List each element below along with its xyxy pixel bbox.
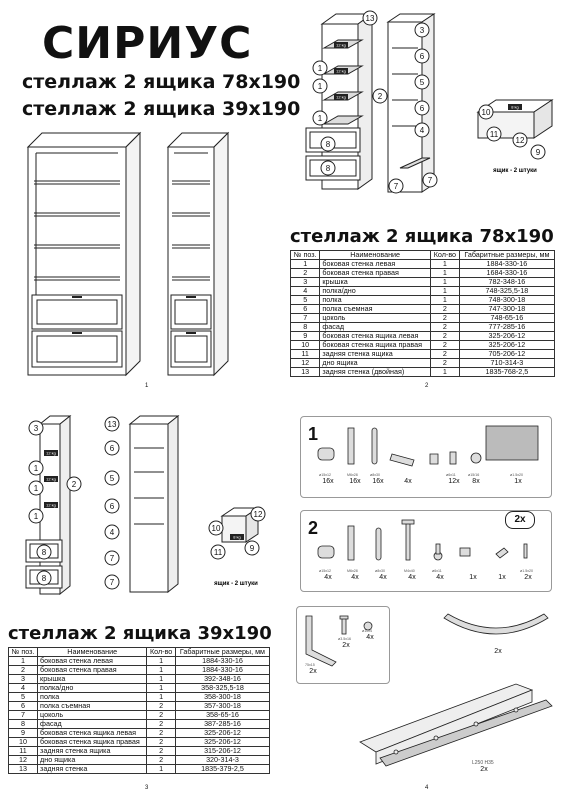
cell-dims: 1684-330-16: [459, 269, 554, 278]
hw1-count-cam: 16x: [322, 478, 334, 485]
hw2-count-pin: 4x: [436, 574, 444, 581]
cell-pos: 5: [291, 296, 320, 305]
cell-pos: 9: [291, 332, 320, 341]
cell-dims: 1835-379-2,5: [175, 765, 269, 774]
cell-pos: 5: [9, 693, 38, 702]
cell-pos: 7: [291, 314, 320, 323]
page-number-4: 4: [425, 785, 429, 791]
cell-dims: 1835-768-2,5: [459, 368, 554, 377]
callout-6b: 6: [419, 104, 425, 113]
load-label-3: 12 kg: [46, 502, 56, 508]
table-row: [9, 765, 270, 774]
hw1-code-bolt: M6x28: [347, 473, 358, 477]
cell-pos: 12: [291, 359, 320, 368]
table-78-title: стеллаж 2 ящика 78х190: [290, 226, 554, 247]
cell-pos: 1: [291, 260, 320, 269]
hw1-count-bolt: 16x: [349, 478, 361, 485]
cell-qty: 1: [147, 693, 176, 702]
hw3-count-bracket: 2x: [309, 668, 317, 675]
cell-dims: 782-348-16: [459, 278, 554, 287]
cell-name: фасад: [320, 323, 431, 332]
cell-name: крышка: [320, 278, 431, 287]
cell-pos: 13: [9, 765, 38, 774]
cell-pos: 7: [9, 711, 38, 720]
col-qty: Кол-во: [430, 251, 459, 260]
table-39-title: стеллаж 2 ящика 39х190: [8, 623, 272, 644]
callout-8: 8: [41, 548, 47, 557]
cabinets-overview-drawing: [20, 125, 270, 380]
arc-count: 2x: [494, 648, 502, 655]
cell-dims: 320-314-3: [175, 756, 269, 765]
cell-pos: 3: [291, 278, 320, 287]
cell-dims: 392-348-16: [175, 675, 269, 684]
cell-name: боковая стенка левая: [320, 260, 431, 269]
cell-pos: 13: [291, 368, 320, 377]
hardware-1-drawing: [310, 420, 550, 478]
callout-11: 11: [489, 130, 499, 139]
hw2-count-cam: 4x: [324, 574, 332, 581]
hw2-code-pin: ø6x11: [432, 569, 442, 573]
page-number-2: 2: [425, 383, 429, 389]
hardware-box-2-multiplier-text: 2x: [514, 514, 526, 525]
hw1-count-pin: 12x: [448, 478, 460, 485]
hw1-code-cap: ø15/16: [468, 473, 480, 477]
cell-dims: 315-206-12: [175, 747, 269, 756]
cell-pos: 2: [9, 666, 38, 675]
hw2-count-nail: 2x: [524, 574, 532, 581]
callout-13: 13: [107, 420, 117, 429]
cell-qty: 2: [430, 305, 459, 314]
callout-5: 5: [109, 474, 115, 483]
subtitle-39: стеллаж 2 ящика 39х190: [22, 98, 301, 120]
cell-dims: 748-300-18: [459, 296, 554, 305]
hw2-code-bolt: M6x28: [347, 569, 358, 573]
callout-12: 12: [253, 510, 263, 519]
cell-qty: 1: [430, 368, 459, 377]
cell-name: полка съемная: [38, 702, 147, 711]
cell-pos: 6: [9, 702, 38, 711]
hw2-code-nail: ø1.5x20: [520, 569, 533, 573]
cell-dims: 705-206-12: [459, 350, 554, 359]
drawer-caption: ящик - 2 штуки: [493, 168, 537, 174]
cell-dims: 358-325,5-18: [175, 684, 269, 693]
cell-name: боковая стенка левая: [38, 657, 147, 666]
hw1-count-nails: 1x: [514, 478, 522, 485]
cell-dims: 1884-330-16: [175, 657, 269, 666]
callout-5: 5: [419, 78, 425, 87]
callout-4: 4: [419, 126, 425, 135]
cell-dims: 710-314-3: [459, 359, 554, 368]
parts-table-39: [8, 647, 270, 774]
page-number-3: 3: [145, 785, 149, 791]
callout-8b: 8: [325, 164, 331, 173]
cell-dims: 357-300-18: [175, 702, 269, 711]
hardware-box-2-number: 2: [308, 518, 319, 538]
cell-name: дно ящика: [38, 756, 147, 765]
exploded-view-78: [300, 8, 565, 220]
cell-name: задняя стенка (двойная): [320, 368, 431, 377]
exploded-view-39: [22, 412, 272, 612]
hardware-2-drawing: [310, 516, 550, 574]
cell-qty: 2: [147, 720, 176, 729]
cell-qty: 1: [147, 765, 176, 774]
callout-7: 7: [393, 182, 399, 191]
callout-1: 1: [33, 464, 39, 473]
callout-7: 7: [109, 554, 115, 563]
cell-dims: 325-206-12: [459, 341, 554, 350]
drawer-load-label: 8 kg: [233, 534, 241, 540]
cell-qty: 2: [147, 711, 176, 720]
load-label-1: 12 kg: [46, 450, 56, 456]
cell-qty: 2: [147, 756, 176, 765]
hw1-count-cap: 8x: [472, 478, 480, 485]
hw1-code-nails: ø1.5x20: [510, 473, 523, 477]
cell-name: задняя стенка ящика: [320, 350, 431, 359]
cell-qty: 2: [430, 323, 459, 332]
rails-count: 2x: [480, 766, 488, 773]
cell-qty: 2: [430, 359, 459, 368]
col-pos: № поз.: [9, 648, 38, 657]
callout-9: 9: [535, 148, 541, 157]
callout-1b: 1: [33, 484, 39, 493]
hw1-code-pin: ø6x11: [446, 473, 456, 477]
cell-dims: 358-300-18: [175, 693, 269, 702]
cell-pos: 8: [291, 323, 320, 332]
hw2-code-screw: M4x40: [404, 569, 415, 573]
callout-4: 4: [109, 528, 115, 537]
cell-qty: 2: [430, 314, 459, 323]
cell-qty: 2: [147, 747, 176, 756]
parts-table-78: [290, 250, 555, 377]
callout-1: 1: [317, 64, 323, 73]
callout-11: 11: [213, 548, 223, 557]
cell-dims: 387-285-16: [175, 720, 269, 729]
cell-pos: 2: [291, 269, 320, 278]
table-row: [291, 368, 555, 377]
callout-9: 9: [249, 544, 255, 553]
drawer-load-label: 8 kg: [511, 104, 519, 110]
cell-qty: 2: [147, 738, 176, 747]
cell-pos: 11: [9, 747, 38, 756]
rails-code: L250 H35: [472, 760, 494, 766]
col-dims: Габаритные размеры, мм: [459, 251, 554, 260]
cell-dims: 777-285-16: [459, 323, 554, 332]
cell-dims: 1884-330-16: [459, 260, 554, 269]
cell-qty: 1: [147, 666, 176, 675]
cell-dims: 748-325,5-18: [459, 287, 554, 296]
cell-dims: 747-300-18: [459, 305, 554, 314]
cell-qty: 1: [430, 269, 459, 278]
hardware-box-1-number: 1: [308, 424, 319, 444]
cell-name: боковая стенка правая: [38, 666, 147, 675]
callout-8b: 8: [41, 574, 47, 583]
callout-6: 6: [109, 444, 115, 453]
callout-3: 3: [33, 424, 39, 433]
cell-name: полка съемная: [320, 305, 431, 314]
hw2-count-screw: 4x: [408, 574, 416, 581]
cell-dims: 748-65-16: [459, 314, 554, 323]
cell-name: дно ящика: [320, 359, 431, 368]
cell-pos: 4: [9, 684, 38, 693]
callout-1b: 1: [317, 82, 323, 91]
hw2-count-clip: 1x: [498, 574, 506, 581]
callout-10: 10: [481, 108, 491, 117]
cell-dims: 325-206-12: [175, 738, 269, 747]
cell-qty: 1: [430, 260, 459, 269]
cell-name: полка/дно: [38, 684, 147, 693]
brand-title: СИРИУС: [42, 18, 253, 69]
load-label-2: 12 kg: [336, 68, 346, 74]
hw2-code-cam: ø15x12: [319, 569, 331, 573]
callout-2: 2: [71, 480, 77, 489]
cell-name: боковая стенка ящика левая: [38, 729, 147, 738]
cell-name: полка: [38, 693, 147, 702]
cell-dims: 358-65-16: [175, 711, 269, 720]
callout-10: 10: [211, 524, 221, 533]
cell-qty: 1: [147, 684, 176, 693]
load-label-3: 12 kg: [336, 94, 346, 100]
cell-name: цоколь: [320, 314, 431, 323]
callout-7b: 7: [427, 176, 433, 185]
hw2-count-bolt: 4x: [351, 574, 359, 581]
cell-name: задняя стенка: [38, 765, 147, 774]
cell-name: боковая стенка ящика правая: [320, 341, 431, 350]
cell-dims: 1884-330-16: [175, 666, 269, 675]
cell-pos: 4: [291, 287, 320, 296]
hw3-code-bracket: 75x15: [305, 663, 315, 667]
callout-2: 2: [377, 92, 383, 101]
cell-name: цоколь: [38, 711, 147, 720]
cell-pos: 1: [9, 657, 38, 666]
cell-pos: 10: [9, 738, 38, 747]
cell-name: крышка: [38, 675, 147, 684]
hw1-count-dowel: 16x: [372, 478, 384, 485]
callout-3: 3: [419, 26, 425, 35]
hw3-code-cap: ø10x4: [362, 629, 372, 633]
cell-pos: 3: [9, 675, 38, 684]
cell-name: боковая стенка правая: [320, 269, 431, 278]
cell-pos: 6: [291, 305, 320, 314]
cell-pos: 8: [9, 720, 38, 729]
callout-12: 12: [515, 136, 525, 145]
col-dims: Габаритные размеры, мм: [175, 648, 269, 657]
cell-qty: 2: [147, 729, 176, 738]
hw3-code-screw: ø3.5x16: [338, 637, 351, 641]
cell-name: боковая стенка ящика левая: [320, 332, 431, 341]
col-name: Наименование: [38, 648, 147, 657]
load-label-1: 12 kg: [336, 42, 346, 48]
cell-qty: 2: [430, 332, 459, 341]
page-number-1: 1: [145, 383, 149, 389]
hw2-count-bracket: 1x: [469, 574, 477, 581]
callout-13: 13: [365, 14, 375, 23]
hw2-code-dowel: ø8x30: [375, 569, 385, 573]
cell-pos: 11: [291, 350, 320, 359]
cell-qty: 1: [147, 657, 176, 666]
callout-1c: 1: [33, 512, 39, 521]
arc-trim-drawing: [436, 606, 556, 646]
cell-qty: 2: [147, 702, 176, 711]
hw3-count-cap: 4x: [366, 634, 374, 641]
cell-qty: 2: [430, 341, 459, 350]
hw1-code-cam: ø15x12: [319, 473, 331, 477]
drawer-rails-drawing: [356, 680, 556, 775]
cell-qty: 1: [430, 296, 459, 305]
callout-1c: 1: [317, 114, 323, 123]
hw1-count-handle: 4x: [404, 478, 412, 485]
cell-name: полка/дно: [320, 287, 431, 296]
cell-pos: 9: [9, 729, 38, 738]
cell-name: полка: [320, 296, 431, 305]
cell-pos: 10: [291, 341, 320, 350]
hw3-count-screw: 2x: [342, 642, 350, 649]
cell-qty: 2: [430, 350, 459, 359]
subtitle-78: стеллаж 2 ящика 78х190: [22, 71, 301, 93]
col-name: Наименование: [320, 251, 431, 260]
cell-dims: 325-206-12: [459, 332, 554, 341]
hw1-code-dowel: ø8x30: [370, 473, 380, 477]
callout-6b: 6: [109, 502, 115, 511]
cell-dims: 325-206-12: [175, 729, 269, 738]
callout-7b: 7: [109, 578, 115, 587]
cell-name: фасад: [38, 720, 147, 729]
cell-qty: 1: [430, 278, 459, 287]
callout-6: 6: [419, 52, 425, 61]
cell-pos: 12: [9, 756, 38, 765]
load-label-2: 12 kg: [46, 476, 56, 482]
drawer-caption: ящик - 2 штуки: [214, 581, 258, 587]
cell-qty: 1: [430, 287, 459, 296]
col-qty: Кол-во: [147, 648, 176, 657]
col-pos: № поз.: [291, 251, 320, 260]
callout-8: 8: [325, 140, 331, 149]
hw2-count-dowel: 4x: [379, 574, 387, 581]
cell-qty: 1: [147, 675, 176, 684]
cell-name: задняя стенка ящика: [38, 747, 147, 756]
cell-name: боковая стенка ящика правая: [38, 738, 147, 747]
